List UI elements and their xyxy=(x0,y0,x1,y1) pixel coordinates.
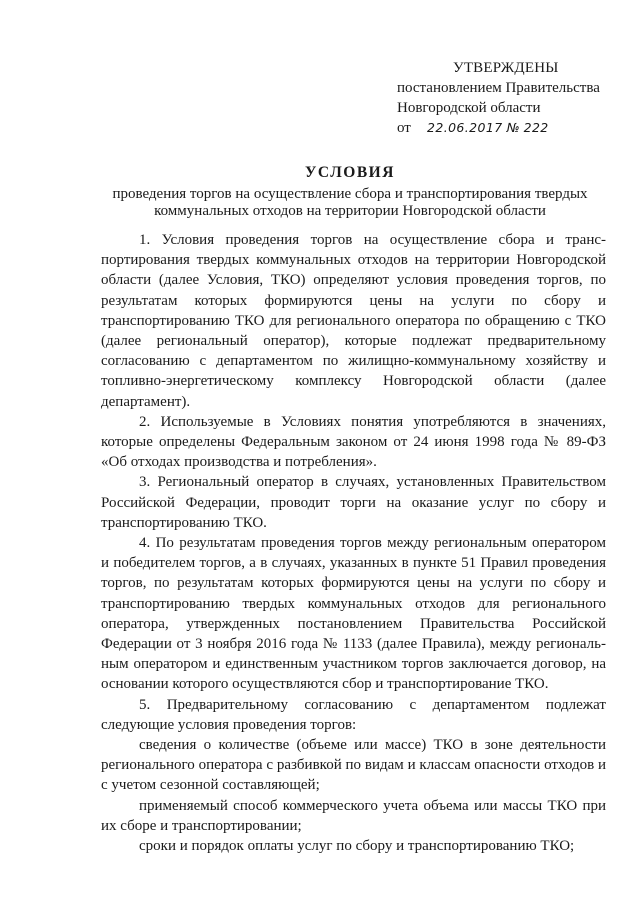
date-prefix: от xyxy=(397,120,411,136)
approval-stamp-block xyxy=(397,58,627,138)
paragraph-5: 5. Предварительному согласованию с департаментом подлежат следующие условия проведения торгов: xyxy=(101,696,606,733)
approval-number: 222 xyxy=(523,120,549,135)
approved-heading: УТВЕРЖДЕНЫ xyxy=(453,60,559,76)
paragraph-2: 2. Используемые в Условиях понятия употребляются в значениях, которые определены Федеральным законом от 24 июня 1998 года № 89-ФЗ «Об отходах производства и потребления». xyxy=(101,413,606,471)
approval-date: 22.06.2017 xyxy=(427,120,503,135)
document-subtitle: проведения торгов на осуществление сбора и транспортирования твердых коммунальных отходов на территории Новгородской области xyxy=(112,186,588,219)
title-block xyxy=(60,163,640,220)
number-sign: № xyxy=(506,120,520,135)
approval-line-resolution: постановлением Правительства xyxy=(397,80,600,96)
document-title: УСЛОВИЯ xyxy=(305,164,395,181)
paragraph-3: 3. Региональный оператор в случаях, установленных Правительством Российской Федерации, проводит торги на оказание услуг по сбору и транспортированию ТКО. xyxy=(101,474,606,531)
approval-line-region: Новгородской области xyxy=(397,100,541,116)
paragraph-1: 1. Условия проведения торгов на осуществление сбора и транс-портирования твердых коммунальных отходов на территории Новгородской области (далее Условия, ТКО) определяют условия проведения торгов, по результатам которых формируются цены на услуги по сбору и транспортированию ТКО для регионального оператора по обращению с ТКО (далее региональный оператор), которые подлежат предварительному согласованию с департаментом по жилищно-коммунальному хозяйству и топливно-энергетическому комплексу Новгородской области (далее департамент). xyxy=(101,232,606,410)
paragraph-4: 4. По результатам проведения торгов между региональным оператором и победителем торгов, а в случаях, указанных в пункте 51 Правил проведения торгов, по результатам которых формируются цены на услуги по сбору и транспортированию твердых коммунальных отходов для регионального оператора, утвержденных постановлением Правительства Российской Федерации от 3 ноября 2016 года № 1133 (далее Правила), между региональ-ным оператором и единственным участником торгов заключается договор, на основании которого осуществляются сбор и транспортирование ТКО. xyxy=(101,535,606,693)
sub-item-payment-terms: сроки и порядок оплаты услуг по сбору и транспортированию ТКО; xyxy=(139,838,575,855)
document-body xyxy=(101,230,606,856)
sub-item-waste-quantity: сведения о количестве (объеме или массе) ТКО в зоне деятельности регионального оператора с разбивкой по видам и классам опасности отходов и с учетом сезонной составляющей; xyxy=(101,737,606,794)
sub-item-accounting-method: применяемый способ коммерческого учета объема или массы ТКО при их сборе и транспортировании; xyxy=(101,797,606,834)
approval-date-line xyxy=(397,118,627,138)
